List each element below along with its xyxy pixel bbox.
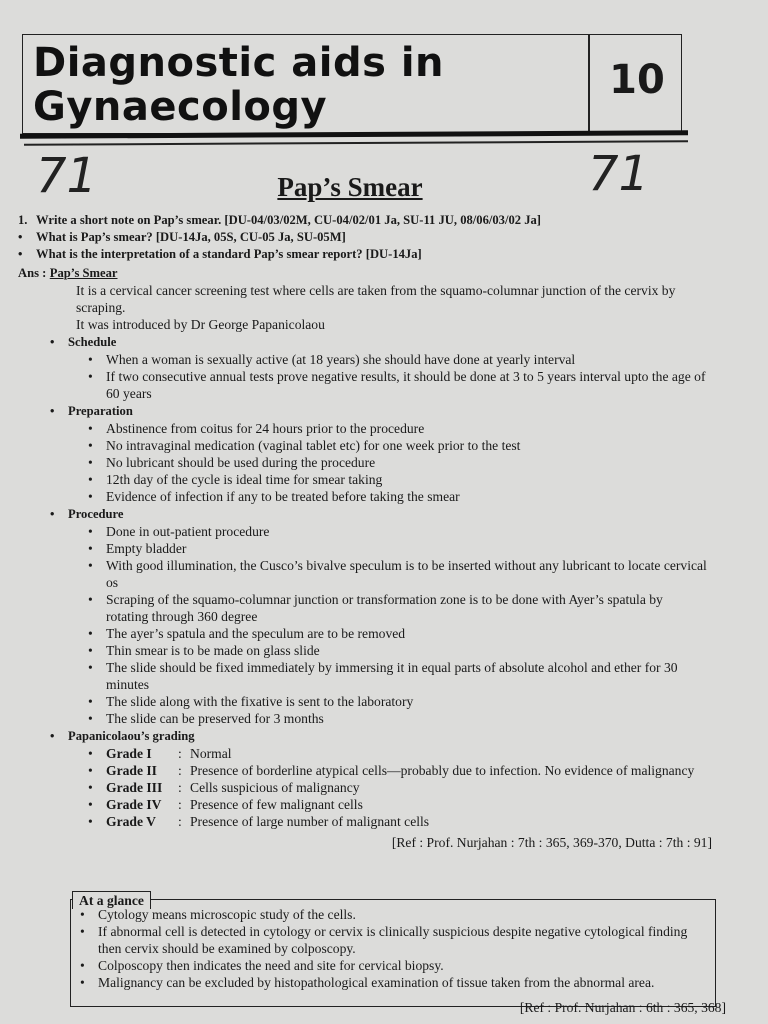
list-item: • Done in out-patient procedure [88, 524, 270, 539]
bullet-icon: • [88, 711, 93, 726]
grade-name: Grade III [106, 780, 163, 795]
answer-heading-row [18, 264, 718, 282]
bullet-icon: • [80, 924, 85, 939]
list-item: • No intravaginal medication (vaginal tablet etc) for one week prior to the test [88, 438, 521, 453]
section-heading-preparation: • Preparation [50, 404, 133, 418]
reference-note: [Ref : Prof. Nurjahan : 7th : 365, 369-370, Dutta : 7th : 91] [391, 835, 712, 850]
bullet-icon: • [80, 907, 85, 922]
grade-row: • Grade II : Presence of borderline atypical cells—probably due to infection. No evidence of malignancy [88, 762, 718, 779]
list-item: • Scraping of the squamo-columnar junction or transformation zone is to be done with Ayer’s spatula by rotating through 360 degree [88, 592, 663, 624]
bullet-icon: • [88, 369, 93, 384]
bullet-icon: • [80, 958, 85, 973]
bullet-icon: • [88, 421, 93, 436]
bullet-icon: • [88, 694, 93, 709]
grade-row: • Grade V : Presence of large number of malignant cells [88, 813, 718, 830]
bullet-icon: • [88, 489, 93, 504]
answer-heading: Pap’s Smear [49, 266, 118, 280]
question-item [18, 246, 718, 263]
list-item: • With good illumination, the Cusco’s bivalve speculum is to be inserted without any lubricant to locate cervical os [88, 558, 707, 590]
list-item: • The slide along with the fixative is sent to the laboratory [88, 694, 414, 709]
list-item: • The slide should be fixed immediately by immersing it in equal parts of absolute alcohol and ether for 30 minutes [88, 660, 678, 692]
list-item: • The ayer’s spatula and the speculum are to be removed [88, 626, 406, 641]
question-bullet: • [18, 230, 23, 244]
bullet-icon: • [88, 455, 93, 470]
list-item: • If abnormal cell is detected in cytology or cervix is clinically suspicious despite negative cytological finding then cervix should be examined by colposcopy. [80, 924, 688, 956]
bullet-icon: • [88, 524, 93, 539]
grade-row: • Grade III : Cells suspicious of malignancy [88, 779, 718, 796]
header-rule-thin [24, 140, 688, 145]
bullet-icon: • [88, 592, 93, 607]
bullet-icon: • [88, 763, 93, 778]
list-item: • Abstinence from coitus for 24 hours prior to the procedure [88, 421, 425, 436]
glance-reference-note: [Ref : Prof. Nurjahan : 6th : 365, 368] [519, 1000, 726, 1015]
grade-description: Normal [190, 746, 232, 761]
bullet-icon: • [50, 729, 55, 743]
chapter-title-line-1: Diagnostic aids in [33, 40, 445, 86]
grade-description: Cells suspicious of malignancy [190, 780, 360, 795]
chapter-divider [588, 34, 590, 134]
question-number: 1. [18, 213, 28, 227]
section-title: Pap’s Smear [277, 172, 423, 202]
bullet-icon: • [88, 626, 93, 641]
bullet-icon: • [88, 780, 93, 795]
answer-label: Ans : [18, 266, 47, 280]
chapter-title-line-2: Gynaecology [33, 84, 328, 130]
grade-description: Presence of borderline atypical cells—probably due to infection. No evidence of malignancy [190, 763, 695, 778]
question-text: Write a short note on Pap’s smear. [DU-04/03/02M, CU-04/02/01 Ja, SU-11 JU, 08/06/03/02 Ja] [36, 213, 542, 227]
main-content [18, 212, 718, 851]
grade-name: Grade I [106, 746, 152, 761]
list-item: • 12th day of the cycle is ideal time for smear taking [88, 472, 383, 487]
question-bullet: • [18, 247, 23, 261]
grade-name: Grade V [106, 814, 156, 829]
grade-description: Presence of few malignant cells [190, 797, 363, 812]
list-item: • If two consecutive annual tests prove negative results, it should be done at 3 to 5 years interval upto the age of 60 years [88, 369, 706, 401]
bullet-icon: • [88, 797, 93, 812]
list-item: • Malignancy can be excluded by histopathological examination of tissue taken from the abnormal area. [80, 975, 655, 990]
bullet-icon: • [88, 746, 93, 761]
grade-row: • Grade I : Normal [88, 745, 718, 762]
bullet-icon: • [50, 507, 55, 521]
list-item: • Colposcopy then indicates the need and site for cervical biopsy. [80, 958, 444, 973]
chapter-header-box [22, 34, 682, 134]
list-item: • Evidence of infection if any to be treated before taking the smear [88, 489, 460, 504]
bullet-icon: • [88, 660, 93, 675]
list-item: • The slide can be preserved for 3 months [88, 711, 324, 726]
grade-name: Grade IV [106, 797, 162, 812]
chapter-title [33, 41, 593, 129]
bullet-icon: • [88, 541, 93, 556]
bullet-icon: • [88, 814, 93, 829]
question-item [18, 212, 718, 229]
section-heading-grading: • Papanicolaou’s grading [50, 729, 195, 743]
intro-paragraph: It is a cervical cancer screening test where cells are taken from the squamo-columnar junction of the cervix by scraping. [76, 283, 676, 315]
at-a-glance-label: At a glance [72, 891, 151, 909]
list-item: • When a woman is sexually active (at 18 years) she should have done at yearly interval [88, 352, 576, 367]
list-item: • No lubricant should be used during the procedure [88, 455, 376, 470]
bullet-icon: • [88, 352, 93, 367]
list-item: • Cytology means microscopic study of the cells. [80, 907, 356, 922]
question-text: What is Pap’s smear? [DU-14Ja, 05S, CU-05 Ja, SU-05M] [36, 230, 346, 244]
handwritten-mark-left: 71 [36, 148, 98, 204]
grade-name: Grade II [106, 763, 157, 778]
bullet-icon: • [88, 438, 93, 453]
grade-description: Presence of large number of malignant cells [190, 814, 430, 829]
bullet-icon: • [88, 558, 93, 573]
bullet-icon: • [88, 472, 93, 487]
section-heading-procedure: • Procedure [50, 507, 124, 521]
bullet-icon: • [88, 643, 93, 658]
grade-row: • Grade IV : Presence of few malignant cells [88, 796, 718, 813]
list-item: • Thin smear is to be made on glass slide [88, 643, 320, 658]
chapter-number: 10 [609, 57, 665, 103]
at-a-glance-list [80, 906, 710, 991]
bullet-icon: • [80, 975, 85, 990]
list-item: • Empty bladder [88, 541, 187, 556]
handwritten-mark-right: 71 [588, 146, 650, 202]
bullet-icon: • [50, 404, 55, 418]
question-item [18, 229, 718, 246]
question-text: What is the interpretation of a standard Pap’s smear report? [DU-14Ja] [36, 247, 422, 261]
bullet-icon: • [50, 335, 55, 349]
section-heading-schedule: • Schedule [50, 335, 117, 349]
intro-paragraph: It was introduced by Dr George Papanicolaou [76, 317, 325, 332]
